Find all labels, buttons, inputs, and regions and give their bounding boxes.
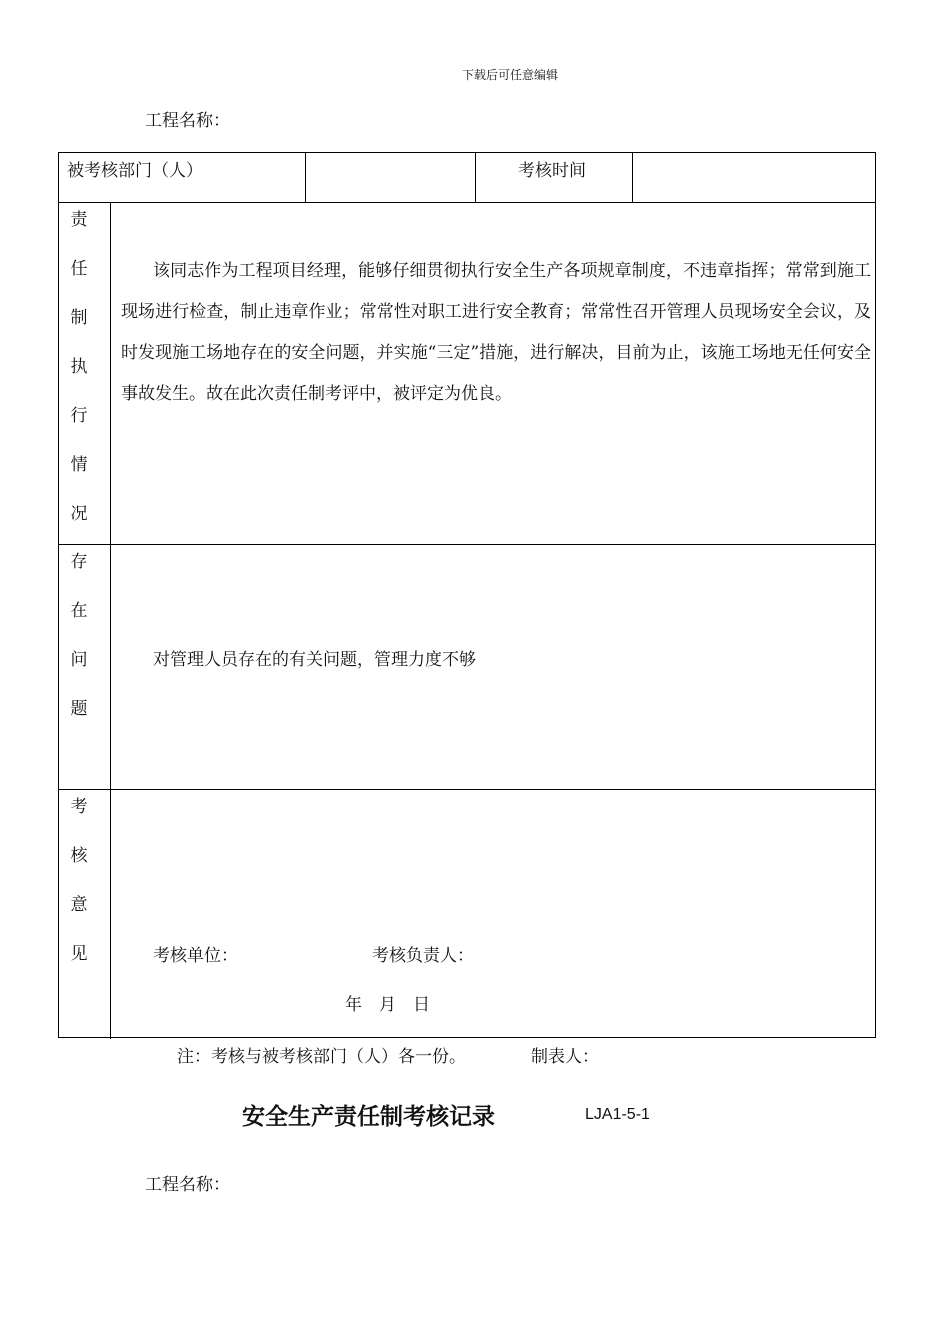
- label-char: 情: [70, 455, 88, 475]
- problems-label: [69, 547, 89, 743]
- assessment-person-label: 考核负责人：: [372, 946, 474, 966]
- label-char: 任: [70, 259, 88, 279]
- form-maker-label: 制表人：: [531, 1047, 599, 1067]
- label-char: 题: [70, 699, 88, 719]
- col-divider: [110, 202, 111, 1039]
- row-divider: [59, 202, 875, 203]
- copy-note: 注：考核与被考核部门（人）各一份。: [177, 1047, 466, 1067]
- dept-value-field[interactable]: [315, 156, 465, 196]
- col-divider: [305, 153, 306, 202]
- responsibility-label: [69, 205, 89, 548]
- label-char: 考: [70, 797, 88, 817]
- row-divider: [59, 789, 875, 790]
- label-char: 在: [70, 601, 88, 621]
- opinion-label: [69, 792, 89, 988]
- page-title: 安全生产责任制考核记录: [242, 1104, 495, 1130]
- label-char: 问: [70, 650, 88, 670]
- label-char: 责: [70, 210, 88, 230]
- project-name-label-2: 工程名称：: [145, 1175, 230, 1195]
- label-char: 况: [70, 504, 88, 524]
- problems-text: 对管理人员存在的有关问题，管理力度不够: [153, 650, 476, 670]
- col-divider: [632, 153, 633, 202]
- label-char: 执: [70, 357, 88, 377]
- dept-label: 被考核部门（人）: [67, 161, 203, 181]
- responsibility-text: 该同志作为工程项目经理，能够仔细贯彻执行安全生产各项规章制度，不违章指挥；常常到施工现场进行检查，制止违章作业；常常性对职工进行安全教育；常常性召开管理人员现场安全会议，及时发现施工场地存在的安全问题，并实施“三定”措施，进行解决，目前为止，该施工场地无任何安全事故发生。故在此次责任制考评中，被评定为优良。: [121, 261, 871, 404]
- header-note: 下载后可任意编辑: [461, 68, 558, 82]
- label-char: 见: [70, 944, 88, 964]
- label-char: 意: [70, 895, 88, 915]
- label-char: 制: [70, 308, 88, 328]
- project-name-label: 工程名称：: [145, 111, 230, 131]
- assessment-form: [58, 152, 876, 1038]
- label-char: 存: [70, 552, 88, 572]
- assessment-unit-label: 考核单位：: [153, 946, 238, 966]
- label-char: 行: [70, 406, 88, 426]
- time-label: 考核时间: [518, 161, 586, 181]
- date-label: 年 月 日: [345, 995, 430, 1015]
- form-code: LJA1-5-1: [585, 1106, 650, 1123]
- label-char: 核: [70, 846, 88, 866]
- row-divider: [59, 544, 875, 545]
- col-divider: [475, 153, 476, 202]
- time-value-field[interactable]: [642, 156, 867, 196]
